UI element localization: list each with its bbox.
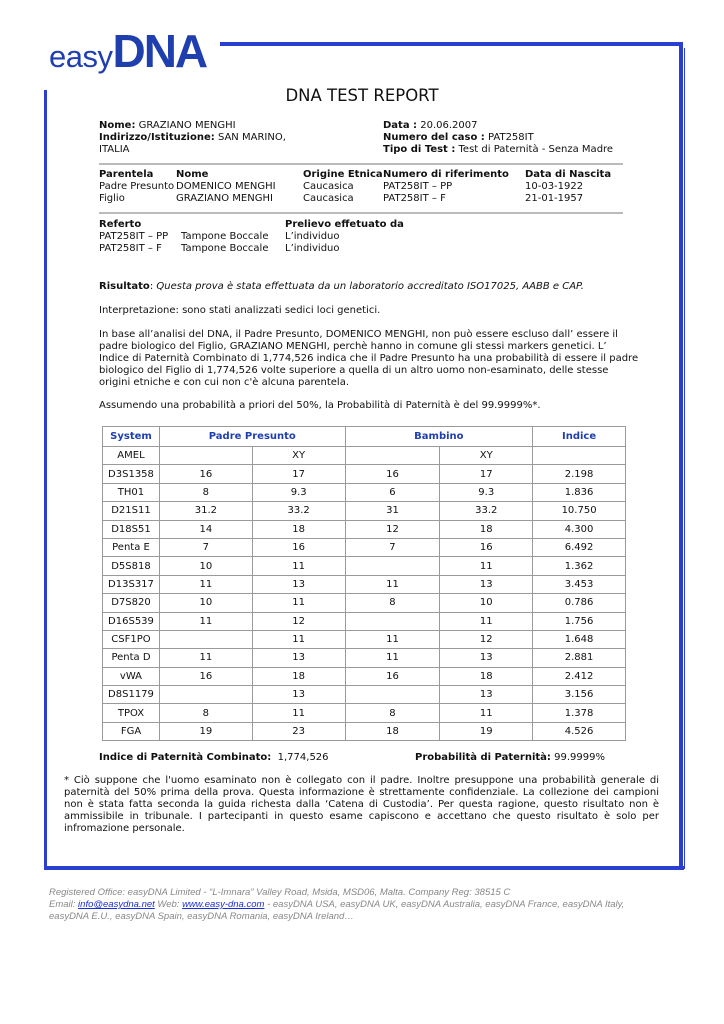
table-row [103,704,626,722]
locus-name: D3S1358 [103,465,160,483]
ind-value: SAN MARINO, [217,132,286,143]
child-allele-2: 13 [440,649,533,667]
child-allele-1 [345,686,440,704]
party-ref: PAT258IT – PP [383,181,453,192]
father-allele-2: 11 [252,704,345,722]
locus-name: FGA [103,722,160,740]
father-allele-1: 16 [159,465,252,483]
sample-collector: L’individuo [285,231,340,242]
sample-type: Tampone Boccale [181,243,269,254]
analysis-line: Indice di Paternità Combinato di 1,774,526 indica che il Padre Presunto ha una probabilità di essere il padre [99,353,639,364]
child-allele-1: 31 [345,502,440,520]
case-info [383,120,613,156]
child-allele-1: 6 [345,483,440,501]
locus-name: vWA [103,667,160,685]
footer-web-link[interactable]: www.easy-dna.com [182,899,265,910]
nome-value: GRAZIANO MENGHI [138,120,236,131]
paternity-index: 1.756 [533,612,626,630]
party-relation: Padre Presunto [99,181,175,192]
child-allele-1: 8 [345,594,440,612]
child-allele-2: 19 [440,722,533,740]
party-relation: Figlio [99,193,125,204]
caso-label: Numero del caso : [383,132,485,143]
table-row [103,538,626,556]
paternity-index: 3.453 [533,575,626,593]
father-allele-2: 11 [252,630,345,648]
footnote: * Ciò suppone che l'uomo esaminato non è collegato con il padre. Inoltre presuppone una probabilità generale di paternità del 50% prima della prova. Questa informazione è strettamente confidenziale. La collezione dei campioni non è stata fatta seconda la guida richesta dalla ‘Catena di Custodia’. Per questa ragione, questo risultato non è ammissibile in tribunale. I partecipanti in questo esame capiscono e accettano che questo risultato è solo per infromazione personale. [64,775,659,834]
prob-value: 99.9999% [554,752,605,763]
child-allele-2: 13 [440,686,533,704]
analysis-line: biologico del Figlio di 1,774,526 volte superiore a quella di un altro uomo non-esaminato, delle stesse [99,365,609,376]
table-row [103,630,626,648]
child-allele-2: 16 [440,538,533,556]
father-allele-2: 13 [252,575,345,593]
child-allele-2: 17 [440,465,533,483]
prob-label: Probabilità di Paternità: [415,752,551,763]
table-row [103,557,626,575]
parties-header-riferimento: Numero di riferimento [383,169,509,180]
father-allele-1: 16 [159,667,252,685]
father-allele-2: 33.2 [252,502,345,520]
party-ref: PAT258IT – F [383,193,446,204]
father-allele-2: 17 [252,465,345,483]
paternity-index [533,447,626,465]
child-allele-2: 18 [440,667,533,685]
cpi-value: 1,774,526 [277,752,329,763]
child-allele-1: 11 [345,630,440,648]
child-allele-2: 11 [440,704,533,722]
party-ethnicity: Caucasica [303,181,354,192]
logo-easy: easy [49,39,113,74]
paternity-index: 2.881 [533,649,626,667]
prior-probability: Assumendo una probabilità a priori del 50%, la Probabilità di Paternità è del 99.9999%*. [99,400,541,411]
ind-label: Indirizzo/Istituzione: [99,132,215,143]
father-allele-1: 31.2 [159,502,252,520]
divider-2 [99,212,623,214]
sample-collector: L’individuo [285,243,340,254]
table-row [103,447,626,465]
paternity-index: 2.412 [533,667,626,685]
header-padre: Padre Presunto [159,427,345,447]
child-allele-2: 10 [440,594,533,612]
child-allele-1: 11 [345,649,440,667]
caso-value: PAT258IT [488,132,534,143]
child-allele-1: 11 [345,575,440,593]
analysis-paragraph [99,329,639,389]
parties-header-nascita: Data di Nascita [525,169,612,180]
ind-value-2: ITALIA [99,144,130,155]
nome-label: Nome: [99,120,136,131]
footer-email-label: Email: [49,899,79,910]
paternity-index: 1.836 [533,483,626,501]
result-text: Questa prova è stata effettuata da un laboratorio accreditato ISO17025, AABB e CAP. [156,281,584,292]
data-value: 20.06.2007 [420,120,478,131]
paternity-index: 3.156 [533,686,626,704]
parties-header-parentela: Parentela [99,169,154,180]
father-allele-1: 11 [159,649,252,667]
frame-right [679,42,683,869]
child-allele-1: 18 [345,722,440,740]
header-system: System [103,427,160,447]
locus-name: D8S1179 [103,686,160,704]
father-allele-1: 8 [159,483,252,501]
child-allele-2: 13 [440,575,533,593]
child-allele-1 [345,557,440,575]
party-ethnicity: Caucasica [303,193,354,204]
analysis-line: padre biologico del Figlio, GRAZIANO MENGHI, perchè hanno in comune gli stessi markers genetici. L’ [99,341,607,352]
child-allele-1 [345,612,440,630]
locus-name: Penta E [103,538,160,556]
sample-ref: PAT258IT – F [99,243,162,254]
paternity-index: 0.786 [533,594,626,612]
party-name: DOMENICO MENGHI [176,181,276,192]
child-allele-1 [345,447,440,465]
result-line: Risultato: Questa prova è stata effettuata da un laboratorio accreditato ISO17025, AABB e CAP. [99,281,584,292]
sample-type: Tampone Boccale [181,231,269,242]
samples-header-referto: Referto [99,219,142,230]
child-allele-2: XY [440,447,533,465]
samples-header-prelievo: Prelievo effetuato da [285,219,404,230]
footer-contact [49,899,689,911]
parties-header-nome: Nome [176,169,209,180]
child-allele-1: 8 [345,704,440,722]
locus-name: D18S51 [103,520,160,538]
father-allele-1: 8 [159,704,252,722]
child-allele-1: 16 [345,667,440,685]
table-row [103,594,626,612]
paternity-index: 10.750 [533,502,626,520]
frame-left [44,90,47,870]
paternity-index: 1.378 [533,704,626,722]
paternity-index: 2.198 [533,465,626,483]
data-label: Data : [383,120,418,131]
father-allele-2: 18 [252,667,345,685]
father-allele-2: 13 [252,649,345,667]
locus-name: CSF1PO [103,630,160,648]
locus-name: TH01 [103,483,160,501]
table-row [103,667,626,685]
child-allele-2: 33.2 [440,502,533,520]
child-allele-2: 11 [440,612,533,630]
party-dob: 21-01-1957 [525,193,584,204]
parties-header-origine: Origine Etnica [303,169,383,180]
table-row [103,502,626,520]
divider-1 [99,163,623,165]
tipo-value: Test di Paternità - Senza Madre [458,144,614,155]
analysis-line: In base all’analisi del DNA, il Padre Presunto, DOMENICO MENGHI, non può essere escluso dall’ essere il [99,329,618,340]
locus-name: D21S11 [103,502,160,520]
paternity-index: 1.648 [533,630,626,648]
party-name: GRAZIANO MENGHI [176,193,273,204]
locus-name: AMEL [103,447,160,465]
loci-table [102,426,626,741]
loci-table-header [103,427,626,447]
analysis-line: origini etniche e con cui non c'è alcuna parentela. [99,377,349,388]
paternity-index: 4.300 [533,520,626,538]
father-allele-1: 14 [159,520,252,538]
frame-top [220,42,682,46]
father-allele-1: 11 [159,575,252,593]
table-row [103,465,626,483]
table-row [103,612,626,630]
father-allele-2: 13 [252,686,345,704]
tipo-label: Tipo di Test : [383,144,456,155]
child-allele-2: 11 [440,557,533,575]
locus-name: D16S539 [103,612,160,630]
footer-email-link[interactable]: info@easydna.net [78,899,155,910]
page-footer [49,887,689,923]
table-row [103,575,626,593]
child-allele-2: 9.3 [440,483,533,501]
father-allele-1: 10 [159,557,252,575]
locus-name: D7S820 [103,594,160,612]
paternity-index: 4.526 [533,722,626,740]
table-row [103,483,626,501]
footer-branches-2: easyDNA E.U., easyDNA Spain, easyDNA Romania, easyDNA Ireland… [49,911,354,922]
result-label: Risultato [99,281,150,292]
table-row [103,649,626,667]
father-allele-1 [159,447,252,465]
party-dob: 10-03-1922 [525,181,584,192]
father-allele-1 [159,630,252,648]
father-allele-1: 7 [159,538,252,556]
father-allele-2: 9.3 [252,483,345,501]
frame-right-inner [684,48,685,869]
table-row [103,686,626,704]
header-bambino: Bambino [345,427,533,447]
father-allele-1 [159,686,252,704]
locus-name: D13S317 [103,575,160,593]
paternity-index: 1.362 [533,557,626,575]
locus-name: Penta D [103,649,160,667]
father-allele-2: 18 [252,520,345,538]
child-allele-2: 12 [440,630,533,648]
cpi-label: Indice di Paternità Combinato: [99,752,272,763]
father-allele-2: 11 [252,557,345,575]
paternity-index: 6.492 [533,538,626,556]
child-allele-1: 16 [345,465,440,483]
father-allele-2: 11 [252,594,345,612]
easydna-logo [49,24,207,77]
frame-bottom [44,866,684,870]
header-indice: Indice [533,427,626,447]
footer-registered-office: Registered Office: easyDNA Limited - “L-Imnara” Valley Road, Msida, MSD06, Malta. Company Reg: 38515 C [49,887,511,898]
father-allele-1: 19 [159,722,252,740]
probability-summary [415,752,605,764]
father-allele-2: 23 [252,722,345,740]
father-allele-1: 10 [159,594,252,612]
interpretation: Interpretazione: sono stati analizzati sedici loci genetici. [99,305,381,316]
child-allele-1: 12 [345,520,440,538]
cpi-summary [99,752,329,764]
logo-dna: DNA [112,25,207,77]
table-row [103,722,626,740]
father-allele-2: 12 [252,612,345,630]
father-allele-2: 16 [252,538,345,556]
sample-ref: PAT258IT – PP [99,231,169,242]
child-allele-1: 7 [345,538,440,556]
footer-web-label: Web: [154,899,183,910]
father-allele-2: XY [252,447,345,465]
patient-info [99,120,286,156]
father-allele-1: 11 [159,612,252,630]
locus-name: D5S818 [103,557,160,575]
locus-name: TPOX [103,704,160,722]
page-title: DNA TEST REPORT [285,86,439,105]
footer-branches: - easyDNA USA, easyDNA UK, easyDNA Australia, easyDNA France, easyDNA Italy, [264,899,625,910]
table-row [103,520,626,538]
child-allele-2: 18 [440,520,533,538]
